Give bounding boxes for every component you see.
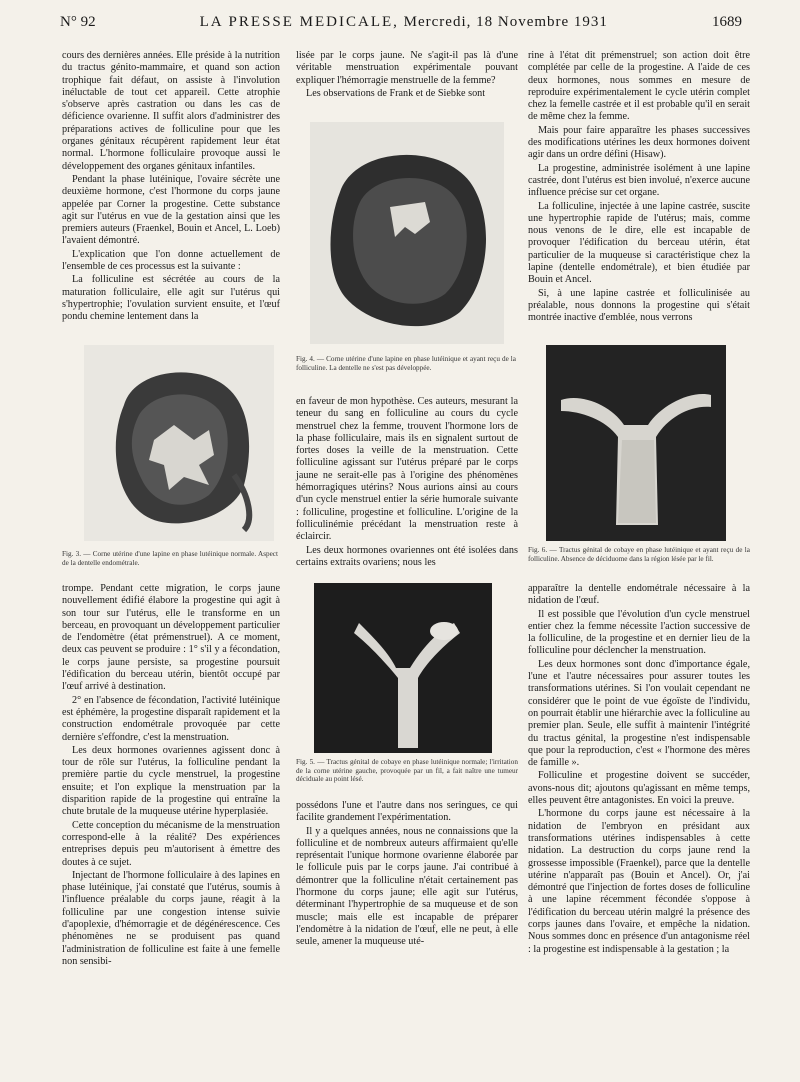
paragraph: Les deux hormones ovariennes agissent donc à tour de rôle sur l'utérus, la folliculine pendant la première partie du cycle menstruel, la progestine ensuite; et l'on explique la menstruation par la disparition rapide de la progestine qui entraîne la chute brutale de la muqueuse utérine hyperplasiée. bbox=[62, 744, 280, 818]
journal-title: LA PRESSE MEDICALE, Mercredi, 18 Novembre 1931 bbox=[199, 14, 608, 30]
paragraph: L'hormone du corps jaune est nécessaire à la nidation de l'embryon en présidant aux transformations utérines indispensables à cette nidation. La destruction du corps jaune rend la grossesse impossible (Fraenkel), parce que la dentelle utérine n'apparaît pas (Bouin et Ancel). Or, j'ai démontré que l'injection de fortes doses de folliculine à une lapine récemment fécondée s'oppose à l'édification du berceau utérin malgré la présence des corps jaunes dans l'ovaire, et empêche la nidation. Nous sommes donc en présence d'un antagonisme réel : la progestine est indispensable à la gestation ; la bbox=[528, 808, 750, 955]
paragraph: possédons l'une et l'autre dans nos seringues, ce qui facilite grandement l'expérimentation. bbox=[296, 800, 518, 824]
paragraph: Injectant de l'hormone folliculaire à des lapines en phase lutéinique, j'ai constaté que l'utérus, soumis à l'influence préalable du corps jaune, réagit à la folliculine par une congestion intense suivie d'apoplexie, d'hémorragie et de dégénérescence. Ces phénomènes ne se produisent pas quand l'administration de folliculine est faite à une femelle non sensibi- bbox=[62, 869, 280, 967]
paragraph: Il y a quelques années, nous ne connaissions que la folliculine et de nombreux auteurs affirmaient qu'elle représentait l'unique hormone ovarienne élaborée par le follicule puis par le corps jaune. J'ai contribué à démontrer que la folliculine n'était certainement pas l'hormone du corps jaune; elle agit sur l'utérus, déterminant l'hypertrophie de sa muqueuse et de son muscle; mais elle est incapable de préparer l'endomètre à la nidation de l'œuf, elle ne peut, à elle seule, amener la muqueuse uté- bbox=[296, 825, 518, 948]
figure-6-caption: Fig. 6. — Tractus génital de cobaye en phase lutéinique et ayant reçu de la folliculine. Absence de déciduome dans la région lésée par le fil. bbox=[528, 546, 750, 563]
figure-5-caption: Fig. 5. — Tractus génital de cobaye en phase lutéinique normale; l'irritation de la corne utérine gauche, provoquée par un fil, a fait naître une tumeur déciduale au point lésé. bbox=[296, 758, 518, 784]
column-1-bottom bbox=[62, 583, 280, 969]
column-2-middle bbox=[296, 396, 518, 570]
paragraph: Mais pour faire apparaître les phases successives des modifications utérines les deux hormones doivent agir dans un ordre défini (Hisaw). bbox=[528, 124, 750, 161]
column-2-bottom bbox=[296, 800, 518, 950]
paragraph: Pendant la phase lutéinique, l'ovaire sécrète une deuxième hormone, c'est l'hormone du corps jaune appelée par Corner la progestine. Cette substance agit sur l'utérus en vue de la gestation ainsi que les premiers auteurs (Fraenkel, Bouin et Ancel, L. Loeb) l'avaient démontré. bbox=[62, 173, 280, 247]
paragraph: Folliculine et progestine doivent se succéder, avons-nous dit; ajoutons qu'agissant en même temps, elles peuvent être antagonistes. En voici la preuve. bbox=[528, 770, 750, 807]
paragraph: L'explication que l'on donne actuellement de l'ensemble de ces processus est la suivante : bbox=[62, 248, 280, 273]
paragraph: apparaître la dentelle endométrale nécessaire à la nidation de l'œuf. bbox=[528, 583, 750, 607]
paragraph: rine à l'état dit prémenstruel; son action doit être complétée par celle de la progestine. A l'aide de ces deux hormones, nous sommes en mesure de reproduire expérimentalement le cycle utérin complet chez la femelle castrée et il est probable qu'il en serait de même chez la femme. bbox=[528, 50, 750, 123]
figure-3-caption: Fig. 3. — Corne utérine d'une lapine en phase lutéinique normale. Aspect de la dentelle endométrale. bbox=[62, 550, 278, 567]
paragraph: La folliculine est sécrétée au cours de la maturation folliculaire, elle agit sur l'utérus qui s'hypertrophie; l'ovulation survient ensuite, et l'œuf pondu chemine lentement dans la bbox=[62, 274, 280, 323]
column-2-top bbox=[296, 50, 518, 101]
paragraph: Les observations de Frank et de Siebke sont bbox=[306, 87, 486, 99]
issue-date: Mercredi, 18 Novembre 1931 bbox=[403, 14, 608, 30]
paragraph: trompe. Pendant cette migration, le corps jaune nouvellement édifié élabore la progestine qui agit à son tour sur l'utérus, elle le transforme en un berceau, en provoquant un développement particulier de l'endomètre (état prémenstruel). A ce moment, deux cas peuvent se produire : 1° s'il y a fécondation, le corps jaune persiste, sa progestine poursuit l'édification du berceau utérin, bientôt occupé par l'œuf arrivé à destination. bbox=[62, 583, 280, 693]
paragraph: Cette conception du mécanisme de la menstruation correspond-elle à la réalité? Des expériences entreprises depuis peu m'autorisent à émettre des doutes à ce sujet. bbox=[62, 819, 280, 868]
figure-4-image bbox=[310, 122, 504, 344]
page-header bbox=[60, 14, 742, 36]
paragraph: Il est possible que l'évolution d'un cycle menstruel entier chez la femme nécessite l'action successive de la folliculine, de la progestine et en dernier lieu de la folliculine pour déclencher la menstruation. bbox=[528, 608, 750, 657]
column-3-top bbox=[528, 50, 750, 326]
genital-tract-icon bbox=[314, 583, 492, 753]
uterine-horn-section-icon bbox=[84, 345, 274, 541]
paragraph: lisée par le corps jaune. Ne s'agit-il pas là d'une véritable menstruation expérimentale pouvant expliquer l'hémorragie menstruelle de la femme? bbox=[296, 50, 518, 86]
figure-5-image bbox=[314, 583, 492, 753]
uterine-horn-section-icon bbox=[310, 122, 504, 344]
column-1-top bbox=[62, 50, 280, 325]
paragraph: Les deux hormones sont donc d'importance égale, l'une et l'autre nécessaires pour assurer toutes les transformations utérines. Si l'on voulait cependant ne considérer que le point de vue égoïste de l'individu, on pourrait établir une hiérarchie avec la folliculine au premier plan. Seule, elle suffit à maintenir l'intégrité du tractus génital, la progestine n'est indispensable que pour la reproduction, c'est « l'hormone des mères de famille ». bbox=[528, 658, 750, 769]
figure-4-caption: Fig. 4. — Corne utérine d'une lapine en phase lutéinique et ayant reçu de la folliculine. La dentelle ne s'est pas développée. bbox=[296, 355, 516, 372]
issue-number: N° 92 bbox=[60, 14, 96, 30]
paragraph: La folliculine, injectée à une lapine castrée, suscite une hypertrophie rapide de l'utérus; mais, comme nous venons de le dire, elle est incapable de provoquer l'édification du berceau utérin, état particulier de la muqueuse si caractéristique chez la lapine (dentelle endométrale), et bien étudiée par Bouin et Ancel. bbox=[528, 200, 750, 286]
paragraph: Si, à une lapine castrée et folliculinisée au préalable, nous donnons la progestine qui s'était montrée inactive d'emblée, nous verrons bbox=[528, 287, 750, 324]
paragraph: Les deux hormones ovariennes ont été isolées dans certains extraits ovariens; nous les bbox=[296, 544, 518, 568]
paragraph: en faveur de mon hypothèse. Ces auteurs, mesurant la teneur du sang en folliculine au cours du cycle menstruel chez la femme, trouvent l'hormone lors de la phase folliculaire, mais ils en signalent surtout de fortes doses la veille de la menstruation. Cette folliculine agissant sur l'utérus préparé par le corps jaune ne serait-elle pas à l'origine des phénomènes hémorragiques utérins? Nous aurions ainsi au cours d'un cycle menstruel entier la série humorale suivante : folliculine, progestine et folliculine. L'origine de la folliculinémie précédant la menstruation reste à éclaircir. bbox=[296, 396, 518, 543]
column-3-bottom bbox=[528, 583, 750, 957]
page-number: 1689 bbox=[711, 14, 742, 30]
paragraph: La progestine, administrée isolément à une lapine castrée, dont l'utérus est bien involué, n'exerce aucune influence précise sur cet organe. bbox=[528, 162, 750, 199]
figure-6-image bbox=[546, 345, 726, 541]
figure-3-image bbox=[84, 345, 274, 541]
paragraph: 2° en l'absence de fécondation, l'activité lutéinique est éphémère, la progestine disparaît rapidement et la construction endométrale provoquée par cette dernière s'effondre, c'est la menstruation. bbox=[62, 694, 280, 743]
genital-tract-icon bbox=[546, 345, 726, 541]
paragraph: cours des dernières années. Elle préside à la nutrition du tractus génito-mammaire, et quand son action trophique fait défaut, on assiste à l'involution inéluctable de tout cet appareil. Cette atrophie s'observe après castration ou dans les cas de déficience ovarienne. Il suffit alors d'administrer des préparations actives de folliculine pour que les organes génitaux récupèrent rapidement leur état normal. L'hormone folliculaire provoque aussi le développement des organes génitaux infantiles. bbox=[62, 50, 280, 172]
